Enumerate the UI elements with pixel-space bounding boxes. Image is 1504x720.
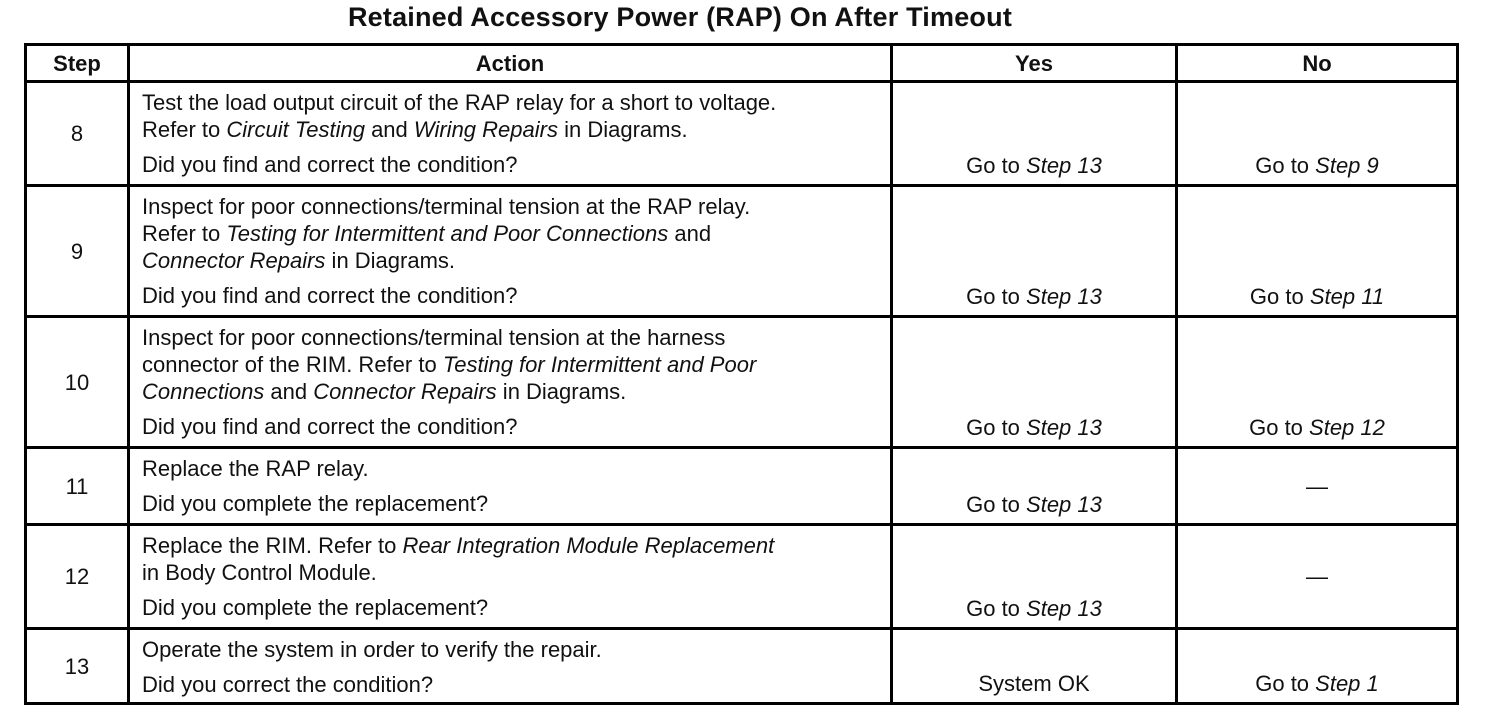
action-text: Test the load output circuit of the RAP relay for a short to voltage. xyxy=(142,90,777,115)
action-text: Replace the RAP relay. xyxy=(142,456,369,481)
yes-result: Go to Step 13 xyxy=(892,82,1177,186)
page-title: Retained Accessory Power (RAP) On After Timeout xyxy=(347,2,1013,32)
action-text: Inspect for poor connections/terminal tension at the harness xyxy=(142,325,726,350)
reference-link[interactable]: Wiring Repairs xyxy=(413,117,558,142)
action-text: in Body Control Module. xyxy=(142,560,377,585)
no-result xyxy=(1177,448,1458,525)
table-row xyxy=(26,525,1458,629)
action-question: Did you correct the condition? xyxy=(142,672,434,697)
step-link[interactable]: Step 13 xyxy=(1026,415,1102,440)
action-cell xyxy=(129,525,892,629)
step-column-header: Step xyxy=(26,45,129,82)
reference-link[interactable]: Connector Repairs xyxy=(313,379,497,404)
action-cell xyxy=(129,82,892,186)
reference-link[interactable]: Circuit Testing xyxy=(226,117,365,142)
no-result: Go to Step 12 xyxy=(1177,317,1458,448)
reference-link[interactable]: Testing for Intermittent and Poor xyxy=(442,352,757,377)
step-number: 13 xyxy=(26,629,129,704)
reference-link[interactable]: Connector Repairs xyxy=(142,248,326,273)
step-number: 9 xyxy=(26,186,129,317)
no-result: Go to Step 1 xyxy=(1177,629,1458,704)
table-row xyxy=(26,629,1458,704)
action-question: Did you find and correct the condition? xyxy=(142,283,518,308)
step-link[interactable]: Step 11 xyxy=(1309,284,1385,309)
action-text: Connector Repairs in Diagrams. xyxy=(142,248,456,273)
table-row xyxy=(26,186,1458,317)
step-number: 10 xyxy=(26,317,129,448)
action-cell xyxy=(129,448,892,525)
action-question: Did you find and correct the condition? xyxy=(142,414,518,439)
not-applicable-dash: — xyxy=(1306,473,1328,499)
action-question: Did you complete the replacement? xyxy=(142,595,489,620)
action-column-header: Action xyxy=(129,45,892,82)
reference-link[interactable]: Connections xyxy=(142,379,265,404)
step-number: 11 xyxy=(26,448,129,525)
yes-result: Go to Step 13 xyxy=(892,448,1177,525)
action-cell xyxy=(129,186,892,317)
step-link[interactable]: Step 9 xyxy=(1315,153,1379,178)
step-link[interactable]: Step 13 xyxy=(1026,153,1102,178)
action-text: Refer to Circuit Testing and Wiring Repairs in Diagrams. xyxy=(142,117,688,142)
table-row xyxy=(26,82,1458,186)
action-text: Operate the system in order to verify the repair. xyxy=(142,637,602,662)
table-row xyxy=(26,448,1458,525)
diagnostic-table xyxy=(24,43,1459,705)
action-text: Inspect for poor connections/terminal tension at the RAP relay. xyxy=(142,194,751,219)
table-header-row xyxy=(26,45,1458,82)
yes-result: System OK xyxy=(892,629,1177,704)
step-number: 12 xyxy=(26,525,129,629)
step-link[interactable]: Step 13 xyxy=(1026,596,1102,621)
step-link[interactable]: Step 12 xyxy=(1309,415,1385,440)
no-result: Go to Step 9 xyxy=(1177,82,1458,186)
yes-result: Go to Step 13 xyxy=(892,317,1177,448)
step-link[interactable]: Step 13 xyxy=(1026,492,1102,517)
no-result xyxy=(1177,525,1458,629)
yes-result: Go to Step 13 xyxy=(892,525,1177,629)
no-result: Go to Step 11 xyxy=(1177,186,1458,317)
step-number: 8 xyxy=(26,82,129,186)
action-text: Refer to Testing for Intermittent and Poor Connections and xyxy=(142,221,712,246)
action-text: connector of the RIM. Refer to Testing for Intermittent and Poor xyxy=(142,352,757,377)
step-link[interactable]: Step 13 xyxy=(1026,284,1102,309)
step-link[interactable]: Step 1 xyxy=(1315,671,1379,696)
yes-column-header: Yes xyxy=(892,45,1177,82)
no-column-header: No xyxy=(1177,45,1458,82)
reference-link[interactable]: Testing for Intermittent and Poor Connections xyxy=(226,221,669,246)
action-text: Replace the RIM. Refer to Rear Integration Module Replacement xyxy=(142,533,775,558)
action-text: Connections and Connector Repairs in Diagrams. xyxy=(142,379,627,404)
action-question: Did you find and correct the condition? xyxy=(142,152,518,177)
not-applicable-dash: — xyxy=(1306,564,1328,589)
action-cell xyxy=(129,317,892,448)
yes-result: Go to Step 13 xyxy=(892,186,1177,317)
action-question: Did you complete the replacement? xyxy=(142,491,489,516)
table-row xyxy=(26,317,1458,448)
reference-link[interactable]: Rear Integration Module Replacement xyxy=(402,533,775,558)
action-cell xyxy=(129,629,892,704)
